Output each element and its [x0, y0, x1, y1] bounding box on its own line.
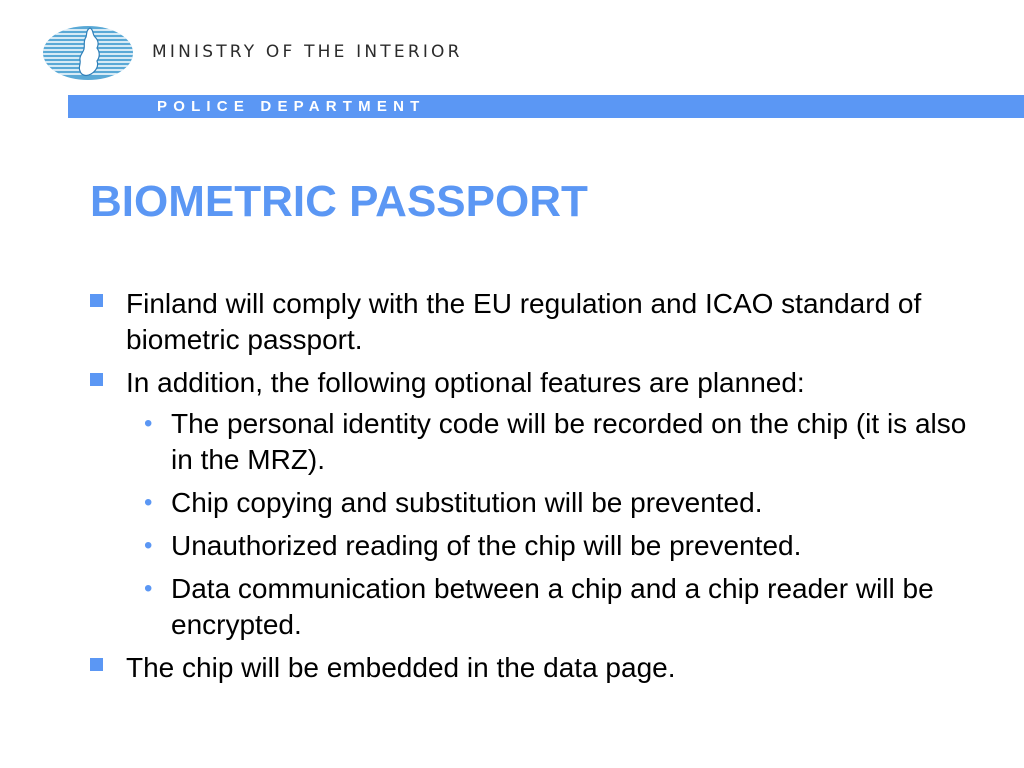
sub-bullet-item	[126, 485, 990, 521]
sub-bullet-text: Unauthorized reading of the chip will be prevented.	[171, 530, 802, 561]
bullet-item	[90, 365, 990, 643]
dot-bullet-icon: •	[144, 410, 153, 437]
bullet-text: The chip will be embedded in the data page.	[126, 652, 676, 683]
square-bullet-icon	[90, 373, 103, 386]
square-bullet-icon	[90, 658, 103, 671]
sub-bullet-item	[126, 406, 990, 478]
finland-map-logo-icon	[42, 24, 134, 82]
department-name: POLICE DEPARTMENT	[157, 98, 426, 115]
slide-title: BIOMETRIC PASSPORT	[90, 177, 588, 226]
square-bullet-icon	[90, 294, 103, 307]
bullet-list	[90, 286, 990, 693]
sub-bullet-text: Chip copying and substitution will be prevented.	[171, 487, 763, 518]
sub-bullet-text: The personal identity code will be recorded on the chip (it is also in the MRZ).	[171, 408, 967, 475]
dot-bullet-icon: •	[144, 532, 153, 559]
bullet-item	[90, 286, 990, 358]
ministry-name: MINISTRY OF THE INTERIOR	[152, 42, 463, 62]
bullet-text: In addition, the following optional features are planned:	[126, 367, 805, 398]
bullet-text: Finland will comply with the EU regulation and ICAO standard of biometric passport.	[126, 288, 922, 355]
sub-bullet-text: Data communication between a chip and a chip reader will be encrypted.	[171, 573, 934, 640]
sub-bullet-item	[126, 571, 990, 643]
sub-bullet-list	[126, 406, 990, 643]
department-bar	[68, 95, 1024, 118]
sub-bullet-item	[126, 528, 990, 564]
dot-bullet-icon: •	[144, 489, 153, 516]
dot-bullet-icon: •	[144, 575, 153, 602]
bullet-item	[90, 650, 990, 686]
